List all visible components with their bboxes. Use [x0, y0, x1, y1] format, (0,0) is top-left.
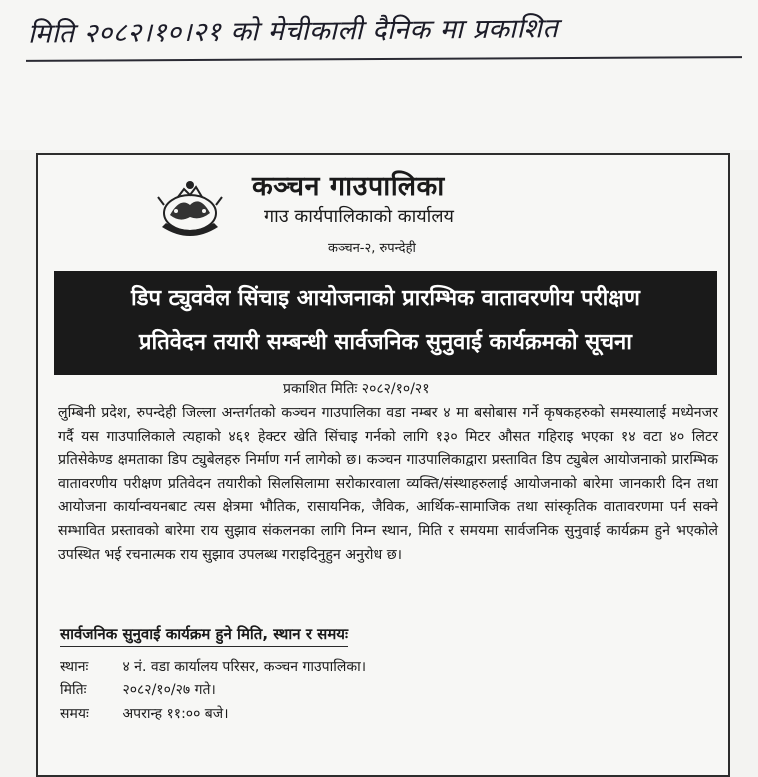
- place-label: स्थानः: [60, 659, 89, 675]
- time-label: समयः: [60, 706, 89, 722]
- notice-title-banner: [54, 271, 717, 375]
- title-line-2: प्रतिवेदन तयारी सम्बन्धी सार्वजनिक सुनुवाई कार्यक्रमको सूचना: [139, 330, 632, 355]
- title-line-1: डिप ट्युववेल सिंचाइ आयोजनाको प्रारम्भिक वातावरणीय परीक्षण: [131, 286, 640, 311]
- published-date: प्रकाशित मितिः २०८२/१०/२१: [283, 381, 430, 397]
- notice-body: लुम्बिनी प्रदेश, रुपन्देही जिल्ला अन्तर्गतको कञ्चन गाउपालिका वडा नम्बर ४ मा बसोबास गर्ने कृषकहरुको समस्यालाई मध्येनजर गर्दै यस गाउपालिकाले त्यहाको ४६१ हेक्टर खेति सिंचाइ गर्नको लागि १३० मिटर औसत गहिराइ भएका १४ वटा ४० लिटर प्रतिसेकेण्ड क्षमताका डिप ट्युबेलहरु निर्माण गर्न लागेको छ। कञ्चन गाउपालिकाद्वारा प्रस्तावित डिप ट्युबेल आयोजनाको प्रारम्भिक वातावरणीय परीक्षण प्रतिवेदन तयारीको सिलसिलामा सरोकारवाला व्यक्ति/संस्थाहरुलाई आयोजनाको बारेमा जानकारी दिन तथा आयोजना कार्यान्वयनबाट त्यस क्षेत्रमा भौतिक, रासायनिक, जैविक, आर्थिक-सामाजिक तथा सांस्कृतिक वातावरणमा पर्न सक्ने सम्भावित प्रस्तावको बारेमा राय सुझाव संकलनका लागि निम्न स्थान, मिति र समयमा सार्वजनिक सुनुवाई कार्यक्रम हुने भएकोले उपस्थित भई रचनात्मक राय सुझाव उपलब्ध गराइदिनुहुन अनुरोध छ।: [58, 405, 718, 563]
- schedule-time-row: [60, 704, 229, 723]
- nepal-emblem-icon: [150, 175, 230, 247]
- time-value: अपरान्ह ११:०० बजे।: [122, 706, 229, 722]
- schedule-date-row: [60, 680, 216, 699]
- date-value: २०८२/१०/२७ गते।: [122, 682, 216, 698]
- handwritten-publication-note: मिति २०८२।१०।२१ को मेचीकाली दैनिक मा प्रकाशित: [27, 13, 559, 50]
- office-name: गाउ कार्यपालिकाको कार्यालय: [264, 206, 454, 227]
- date-label: मितिः: [60, 682, 87, 698]
- schedule-place-row: [60, 657, 366, 676]
- organization-name: कञ्चन गाउपालिका: [252, 171, 445, 202]
- office-address: कञ्चन-२, रुपन्देही: [328, 241, 416, 256]
- place-value: ४ नं. वडा कार्यालय परिसर, कञ्चन गाउपालिका।: [122, 659, 367, 675]
- schedule-heading: सार्वजनिक सुनुवाई कार्यक्रम हुने मिति, स्थान र समयः: [60, 624, 348, 647]
